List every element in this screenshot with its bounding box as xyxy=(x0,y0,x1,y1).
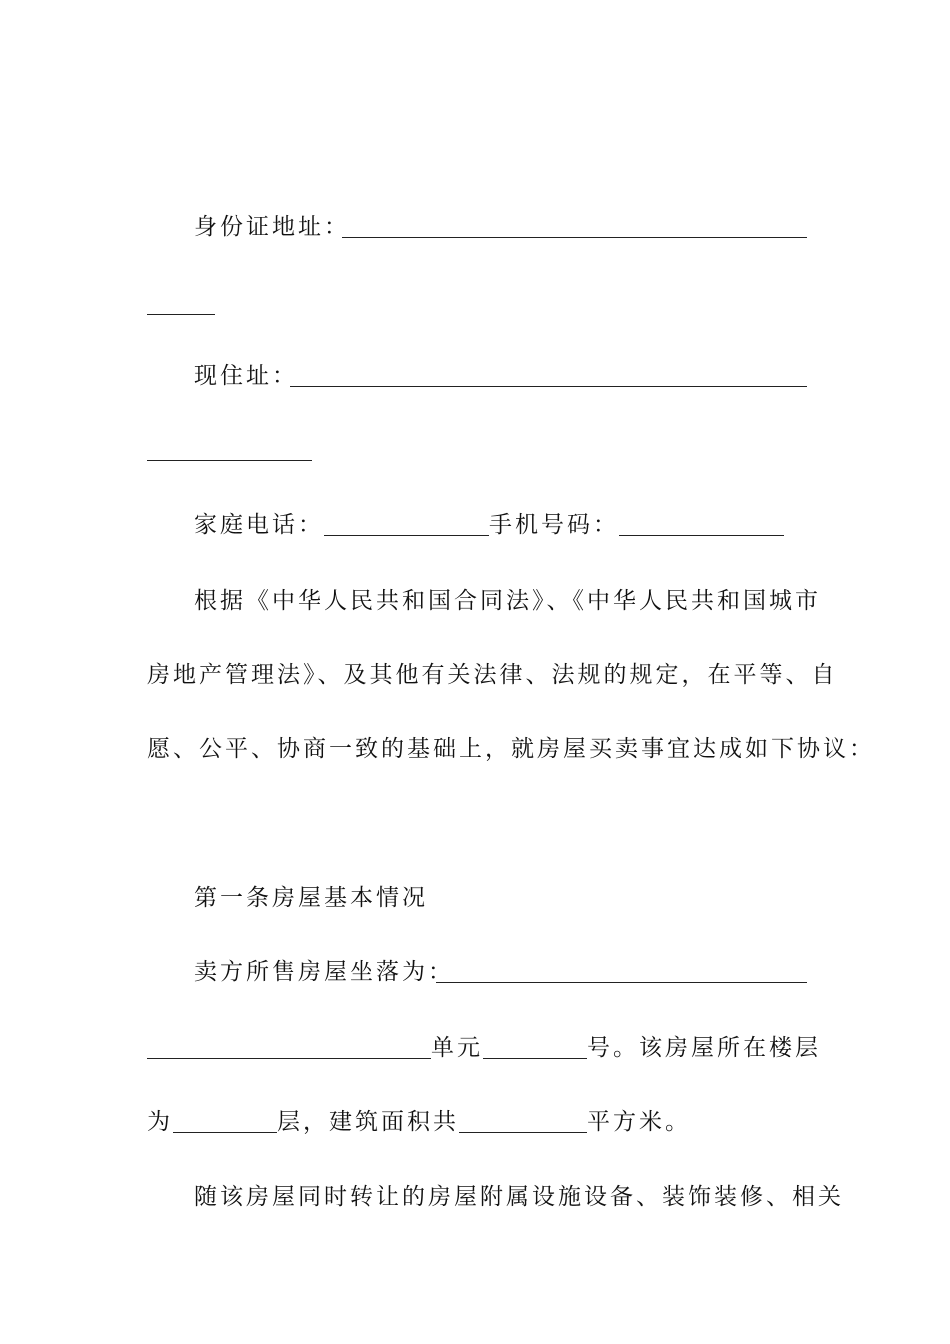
id-address-blank-continued[interactable] xyxy=(147,284,215,315)
id-address-continuation-row xyxy=(147,284,807,324)
mobile-label: 手机号码： xyxy=(489,512,619,538)
id-address-blank[interactable] xyxy=(342,207,807,238)
id-address-row xyxy=(194,207,807,247)
floor-blank[interactable] xyxy=(173,1102,277,1133)
location-blank-continued[interactable] xyxy=(147,1028,431,1059)
transfer-paragraph-line-1: 随该房屋同时转让的房屋附属设施设备、装饰装修、相关 xyxy=(194,1184,844,1210)
current-address-label: 现住址： xyxy=(194,363,298,389)
floor-prefix: 为 xyxy=(147,1109,173,1135)
article-1-heading: 第一条房屋基本情况 xyxy=(194,885,428,911)
location-blank[interactable] xyxy=(436,952,807,983)
floor-area-text: 层，建筑面积共 xyxy=(277,1109,459,1135)
phone-row xyxy=(194,505,807,545)
current-address-blank-continued[interactable] xyxy=(147,430,312,461)
unit-number-blank[interactable] xyxy=(483,1028,587,1059)
location-label: 卖方所售房屋坐落为： xyxy=(194,959,454,985)
sqm-text: 平方米。 xyxy=(587,1109,691,1135)
basis-paragraph-line-2: 房地产管理法》、及其他有关法律、法规的规定，在平等、自 xyxy=(147,662,838,688)
id-address-label: 身份证地址： xyxy=(194,214,350,240)
location-row xyxy=(194,952,807,992)
unit-row xyxy=(147,1028,821,1068)
current-address-row xyxy=(194,356,807,396)
current-address-continuation-row xyxy=(147,430,807,470)
area-blank[interactable] xyxy=(459,1102,587,1133)
mobile-blank[interactable] xyxy=(619,505,784,536)
floor-area-row xyxy=(147,1102,807,1142)
number-floor-text: 号。该房屋所在楼层 xyxy=(587,1035,821,1061)
home-phone-blank[interactable] xyxy=(324,505,489,536)
current-address-blank[interactable] xyxy=(290,356,807,387)
unit-label: 单元 xyxy=(431,1035,483,1061)
home-phone-label: 家庭电话： xyxy=(194,512,324,538)
basis-paragraph-line-3: 愿、公平、协商一致的基础上，就房屋买卖事宜达成如下协议： xyxy=(147,736,875,762)
basis-paragraph-line-1: 根据《中华人民共和国合同法》、《中华人民共和国城市 xyxy=(194,588,821,614)
